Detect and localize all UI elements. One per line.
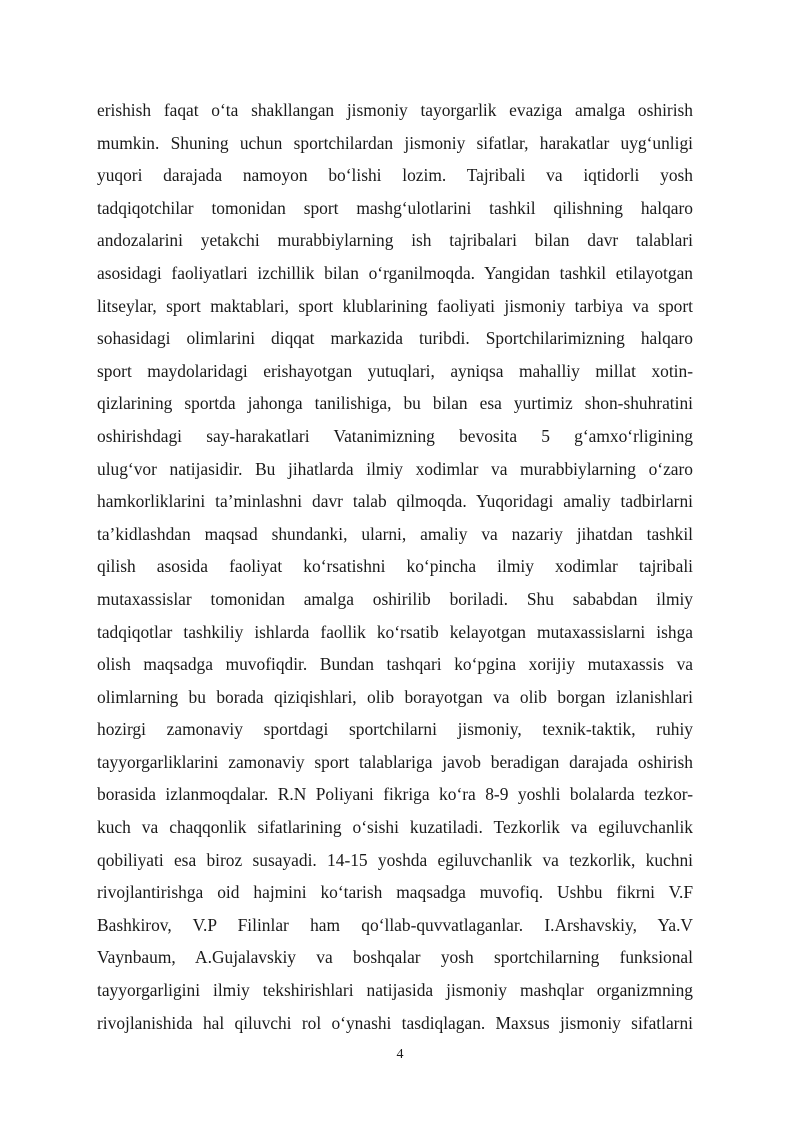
text-line: tayyorgarliklarini zamonaviy sport talablariga javob beradigan darajada oshirish [97,751,693,772]
text-line: tayyorgarligini ilmiy tekshirishlari natijasida jismoniy mashqlar organizmning [97,980,693,1001]
text-line: ta’kidlashdan maqsad shundanki, ularni, amaliy va nazariy jihatdan tashkil [97,523,693,544]
text-line: andozalarini yetakchi murabbiylarning ish tajribalari bilan davr talablari [97,230,693,251]
text-line: tadqiqotlar tashkiliy ishlarda faollik ko‘rsatib kelayotgan mutaxassislarni ishga [97,621,693,642]
text-line: qobiliyati esa biroz susayadi. 14-15 yoshda egiluvchanlik va tezkorlik, kuchni [97,849,693,870]
text-line: litseylar, sport maktablari, sport klublarining faoliyati jismoniy tarbiya va sport [97,295,693,316]
text-line: sport maydolaridagi erishayotgan yutuqlari, ayniqsa mahalliy millat xotin- [97,360,693,381]
text-line: yuqori darajada namoyon bo‘lishi lozim. Tajribali va iqtidorli yosh [97,165,693,186]
text-line: erishish faqat o‘ta shakllangan jismoniy tayorgarlik evaziga amalga oshirish [97,100,693,120]
text-line: sohasidagi olimlarini diqqat markazida turibdi. Sportchilarimizning halqaro [97,328,693,349]
text-line: borasida izlanmoqdalar. R.N Poliyani fikriga ko‘ra 8-9 yoshli bolalarda tezkor- [97,784,693,805]
body-text [97,94,693,1039]
text-line: rivojlanishida hal qiluvchi rol o‘ynashi tasdiqlagan. Maxsus jismoniy sifatlarni [97,1012,693,1033]
text-line: hamkorliklarini ta’minlashni davr talab qilmoqda. Yuqoridagi amaliy tadbirlarni [97,491,693,512]
text-line: tadqiqotchilar tomonidan sport mashg‘ulotlarini tashkil qilishning halqaro [97,197,693,218]
text-line: qizlarining sportda jahonga tanilishiga, bu bilan esa yurtimiz shon-shuhratini [97,393,693,414]
text-line: qilish asosida faoliyat ko‘rsatishni ko‘pincha ilmiy xodimlar tajribali [97,556,693,577]
page-number: 4 [396,1047,404,1062]
text-line: kuch va chaqqonlik sifatlarining o‘sishi kuzatiladi. Tezkorlik va egiluvchanlik [97,817,693,838]
text-line: asosidagi faoliyatlari izchillik bilan o‘rganilmoqda. Yangidan tashkil etilayotgan [97,262,693,283]
text-line: mumkin. Shuning uchun sportchilardan jismoniy sifatlar, harakatlar uyg‘unligi [97,132,693,153]
text-line: olish maqsadga muvofiqdir. Bundan tashqari ko‘pgina xorijiy mutaxassis va [97,654,693,675]
text-line: ulug‘vor natijasidir. Bu jihatlarda ilmiy xodimlar va murabbiylarning o‘zaro [97,458,693,479]
text-line: rivojlantirishga oid hajmini ko‘tarish maqsadga muvofiq. Ushbu fikrni V.F [97,882,693,903]
text-line: mutaxassislar tomonidan amalga oshirilib boriladi. Shu sababdan ilmiy [97,588,693,609]
text-line: hozirgi zamonaviy sportdagi sportchilarni jismoniy, texnik-taktik, ruhiy [97,719,693,740]
text-line: olimlarning bu borada qiziqishlari, olib borayotgan va olib borgan izlanishlari [97,686,693,707]
text-line: oshirishdagi say-harakatlari Vatanimizning bevosita 5 g‘amxo‘rligining [97,425,693,446]
text-line: Bashkirov, V.P Filinlar ham qo‘llab-quvvatlaganlar. I.Arshavskiy, Ya.V [97,914,693,935]
text-line: Vaynbaum, A.Gujalavskiy va boshqalar yosh sportchilarning funksional [97,947,693,968]
